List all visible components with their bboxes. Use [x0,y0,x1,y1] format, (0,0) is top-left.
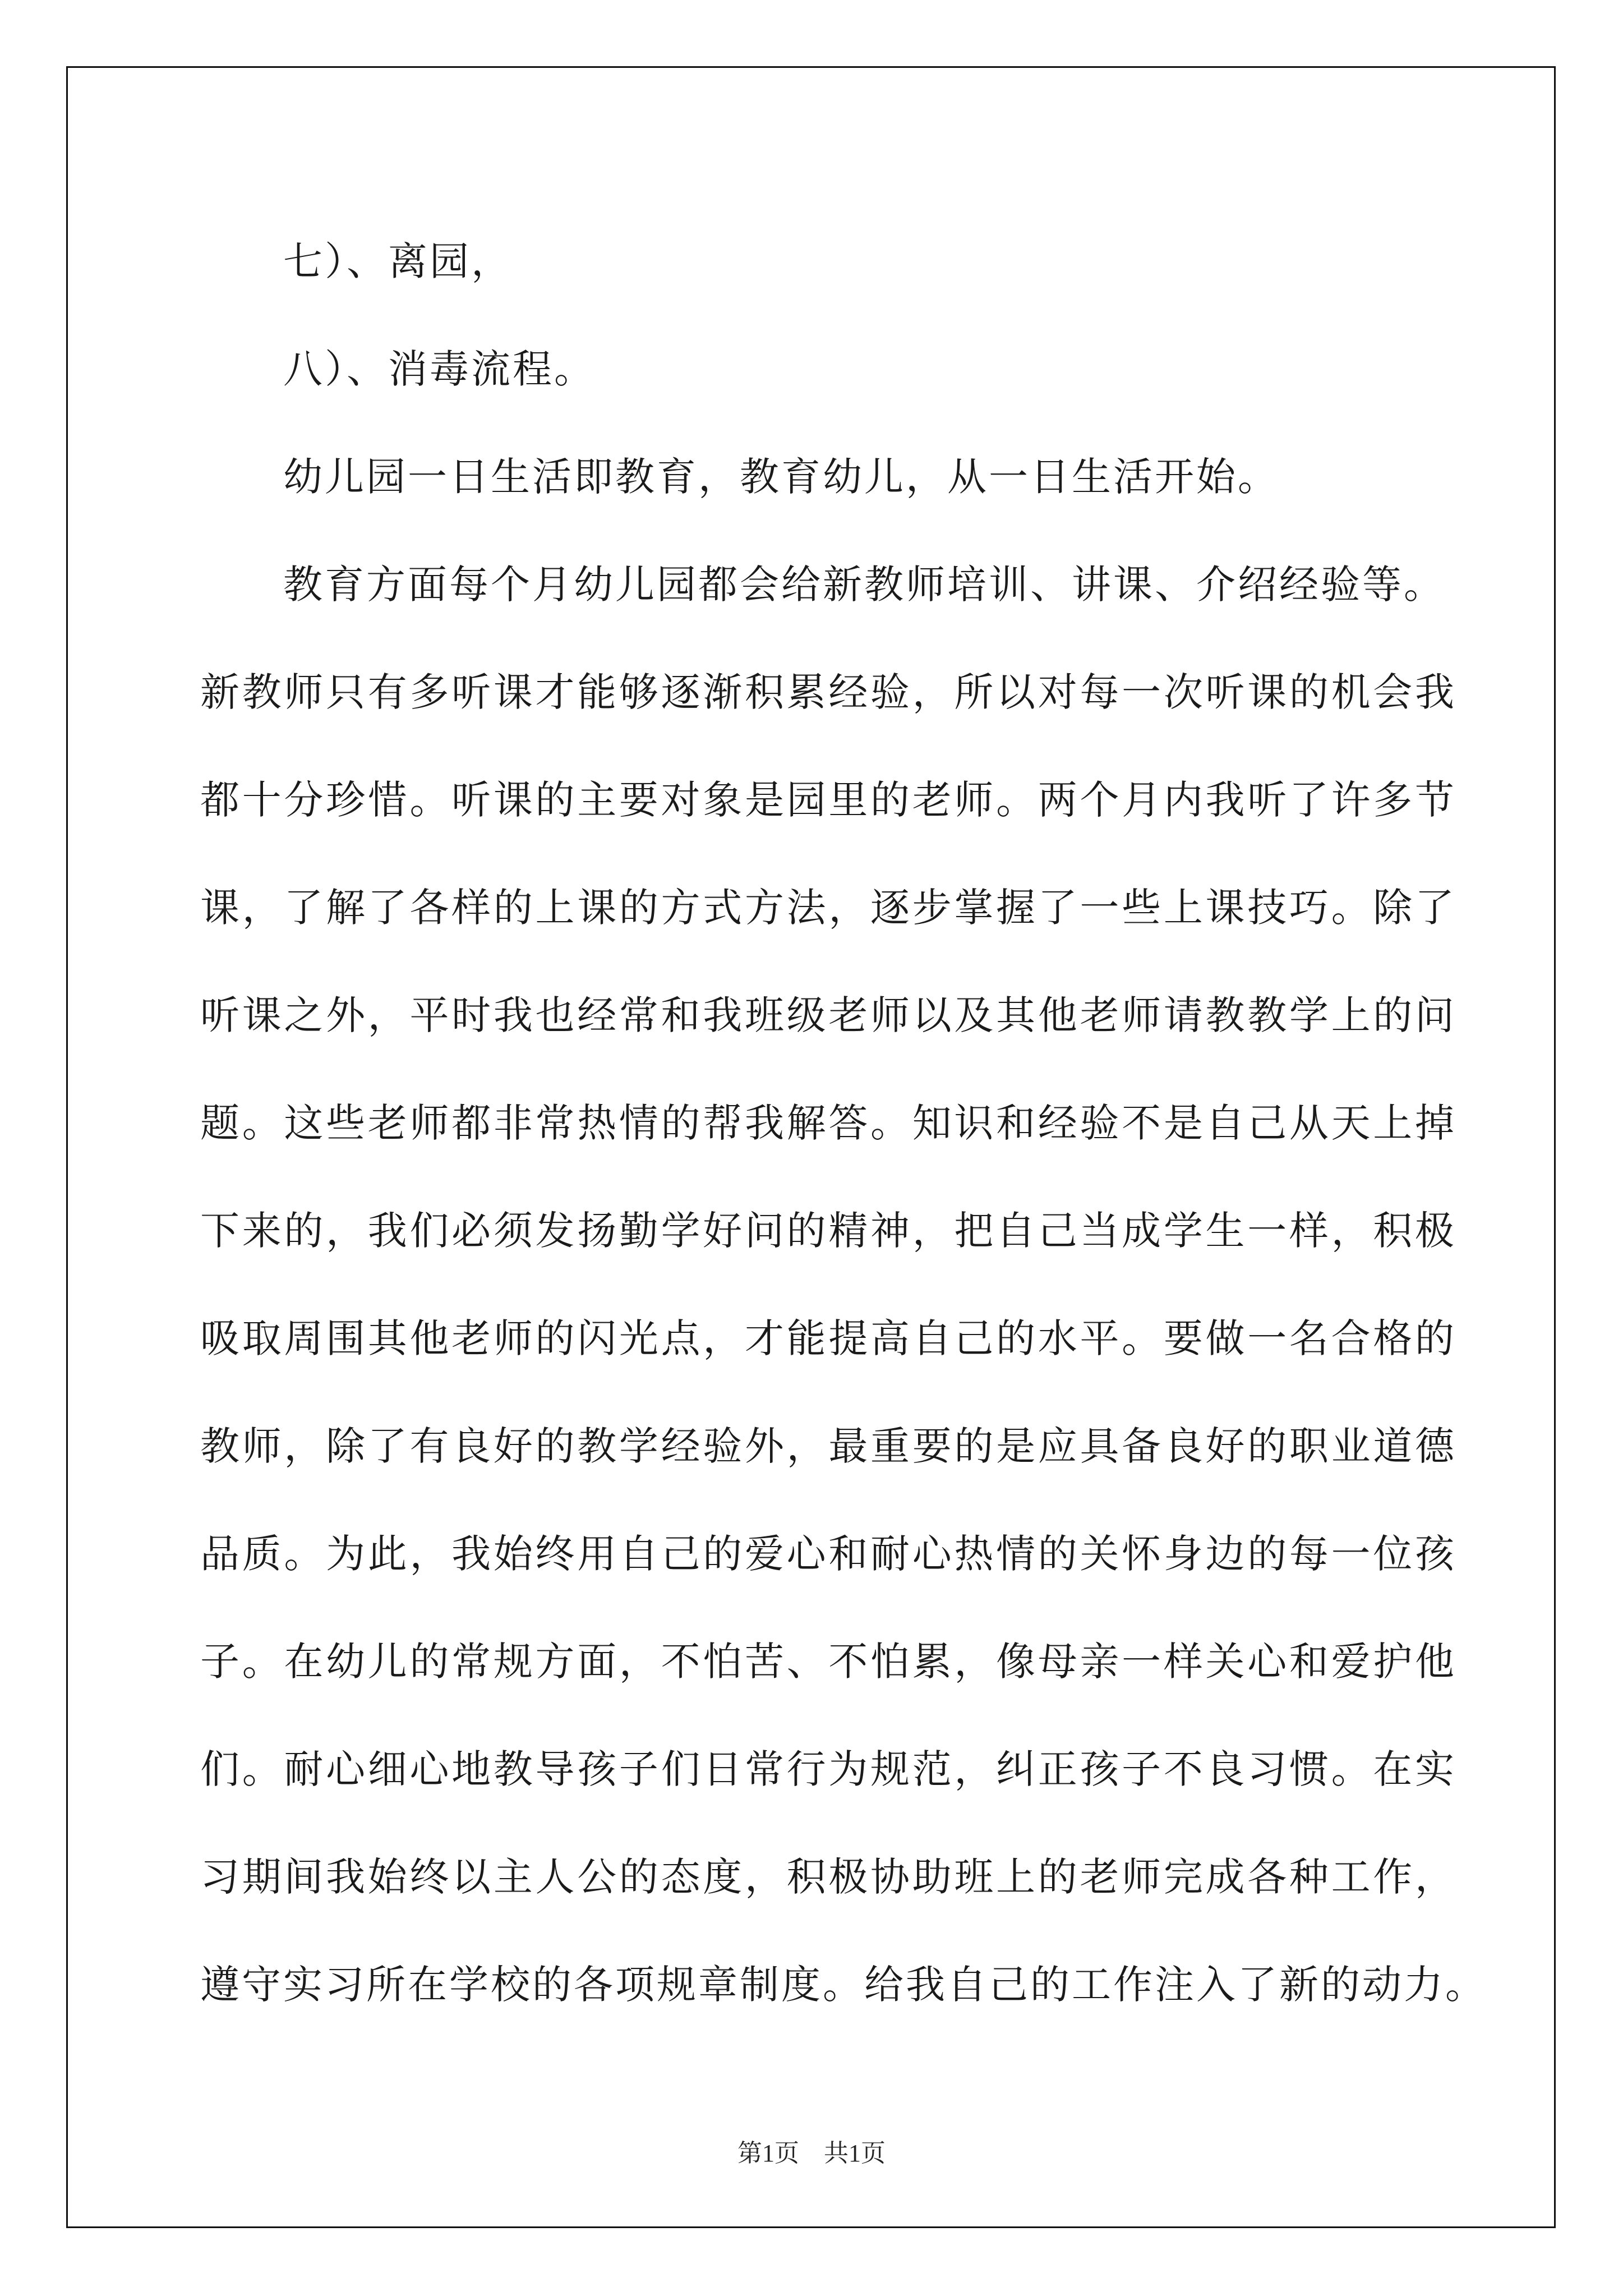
paragraph-line: 教师，除了有良好的教学经验外，最重要的是应具备良好的职业道德 [200,1423,1456,1469]
paragraph-line: 遵守实习所在学校的各项规章制度。给我自己的工作注入了新的动力。 [200,1962,1487,2008]
document-body [200,208,1487,2039]
paragraph-line: 新教师只有多听课才能够逐渐积累经验，所以对每一次听课的机会我 [200,669,1456,715]
paragraph-line: 吸取周围其他老师的闪光点，才能提高自己的水平。要做一名合格的 [200,1315,1456,1361]
list-item-leave-kindergarten: 七）、离园， [283,238,513,284]
paragraph-line: 教育方面每个月幼儿园都会给新教师培训、讲课、介绍经验等。 [283,562,1445,608]
paragraph-line: 题。这些老师都非常热情的帮我解答。知识和经验不是自己从天上掉 [200,1100,1456,1146]
paragraph-line: 听课之外，平时我也经常和我班级老师以及其他老师请教教学上的问 [200,992,1456,1038]
paragraph-line: 子。在幼儿的常规方面，不怕苦、不怕累，像母亲一样关心和爱护他 [200,1639,1456,1685]
paragraph-line: 品质。为此，我始终用自己的爱心和耐心热情的关怀身边的每一位孩 [200,1531,1456,1577]
paragraph-line: 都十分珍惜。听课的主要对象是园里的老师。两个月内我听了许多节 [200,777,1456,823]
page-footer [0,2133,1623,2169]
page-number: 第1页 [737,2139,799,2167]
summary-sentence: 幼儿园一日生活即教育，教育幼儿，从一日生活开始。 [283,454,1279,500]
list-item-disinfection-process: 八）、消毒流程。 [283,346,596,392]
paragraph-line: 们。耐心细心地教导孩子们日常行为规范，纠正孩子不良习惯。在实 [200,1746,1456,1792]
paragraph-line: 课，了解了各样的上课的方式方法，逐步掌握了一些上课技巧。除了 [200,885,1456,931]
paragraph-line: 下来的，我们必须发扬勤学好问的精神，把自己当成学生一样，积极 [200,1208,1456,1254]
paragraph-line: 习期间我始终以主人公的态度，积极协助班上的老师完成各种工作， [200,1854,1456,1900]
education-paragraph [200,531,1487,2039]
page-total: 共1页 [824,2139,886,2167]
